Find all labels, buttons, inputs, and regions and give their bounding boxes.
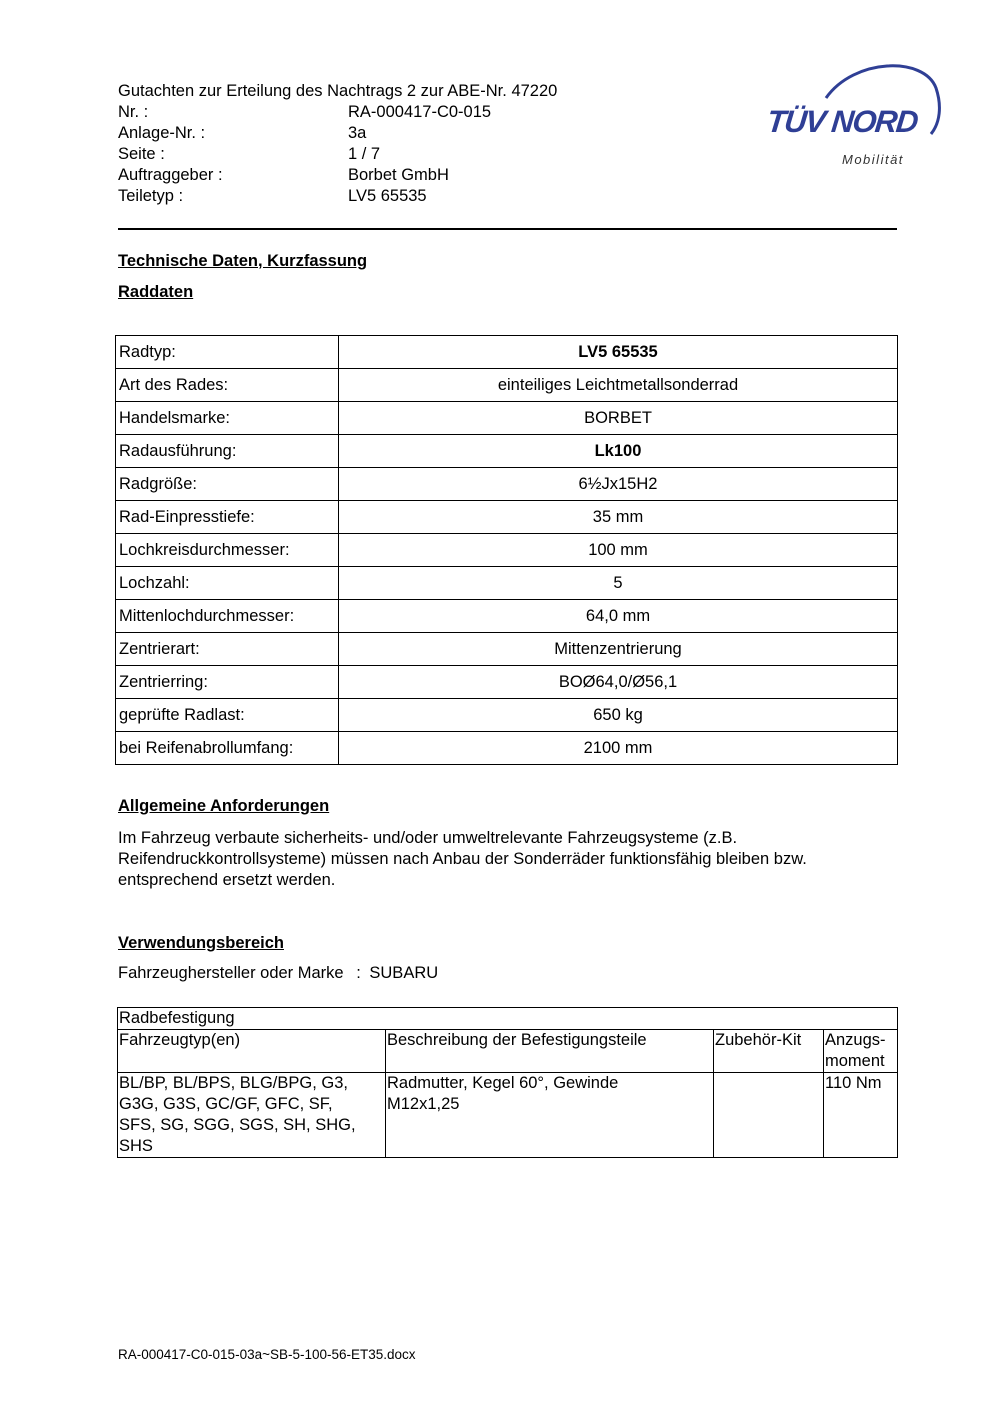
wheel-table-row xyxy=(116,369,898,402)
usage-separator: : xyxy=(356,964,361,982)
section-heading-technical: Technische Daten, Kurzfassung xyxy=(118,252,368,270)
wheel-row-label: Rad-Einpresstiefe: xyxy=(116,501,339,534)
wheel-table-row xyxy=(116,402,898,435)
cell-description: Radmutter, Kegel 60°, Gewinde M12x1,25 xyxy=(386,1073,714,1158)
wheel-row-label: Lochzahl: xyxy=(116,567,339,600)
header-field-anlage: Anlage-Nr. : 3a xyxy=(118,124,367,142)
wheel-row-value: BOØ64,0/Ø56,1 xyxy=(339,666,898,699)
requirements-line: Reifendruckkontrollsysteme) müssen nach Anbau der Sonderräder funktionsfähig bleiben bzw. xyxy=(118,850,807,868)
section-heading-requirements: Allgemeine Anforderungen xyxy=(118,797,330,815)
wheel-row-value: 650 kg xyxy=(339,699,898,732)
document-header xyxy=(118,81,557,207)
wheel-row-label: Art des Rades: xyxy=(116,369,339,402)
wheel-table-row xyxy=(116,501,898,534)
wheel-row-value: 35 mm xyxy=(339,501,898,534)
wheel-row-label: Radgröße: xyxy=(116,468,339,501)
header-vehicle-types: Fahrzeugtyp(en) xyxy=(118,1030,386,1073)
wheel-row-label: Radausführung: xyxy=(116,435,339,468)
wheel-row-value: LV5 65535 xyxy=(339,336,898,369)
wheel-table-row xyxy=(116,336,898,369)
header-field-auftraggeber: Auftraggeber : Borbet GmbH xyxy=(118,166,449,184)
wheel-table-row xyxy=(116,567,898,600)
wheel-row-value: 6½Jx15H2 xyxy=(339,468,898,501)
footer-filename: RA-000417-C0-015-03a~SB-5-100-56-ET35.docx xyxy=(118,1347,416,1362)
header-description: Beschreibung der Befestigungsteile xyxy=(386,1030,714,1073)
wheel-row-label: Lochkreisdurchmesser: xyxy=(116,534,339,567)
mounting-table xyxy=(117,1007,898,1158)
wheel-table-row xyxy=(116,534,898,567)
wheel-row-value: 5 xyxy=(339,567,898,600)
wheel-table-row xyxy=(116,666,898,699)
cell-kit xyxy=(714,1073,824,1158)
wheel-row-label: bei Reifenabrollumfang: xyxy=(116,732,339,765)
wheel-table-row xyxy=(116,600,898,633)
wheel-row-value: Mittenzentrierung xyxy=(339,633,898,666)
requirements-paragraph xyxy=(118,828,908,891)
usage-value: SUBARU xyxy=(369,964,439,982)
header-divider xyxy=(118,228,897,230)
cell-vehicle-types: BL/BP, BL/BPS, BLG/BPG, G3, G3G, G3S, GC/GF, GFC, SF, SFS, SG, SGG, SGS, SH, SHG, SHS xyxy=(118,1073,386,1158)
mounting-table-title: Radbefestigung xyxy=(118,1008,898,1030)
header-kit: Zubehör-Kit xyxy=(714,1030,824,1073)
header-field-nr: Nr. : RA-000417-C0-015 xyxy=(118,103,492,121)
wheel-row-value: einteiliges Leichtmetallsonderrad xyxy=(339,369,898,402)
wheel-row-label: Radtyp: xyxy=(116,336,339,369)
wheel-row-value: Lk100 xyxy=(339,435,898,468)
wheel-table-row xyxy=(116,732,898,765)
section-heading-wheel: Raddaten xyxy=(118,283,194,301)
wheel-row-label: Handelsmarke: xyxy=(116,402,339,435)
document-title: Gutachten zur Erteilung des Nachtrags 2 zur ABE-Nr. 47220 xyxy=(118,82,558,100)
tuv-nord-logo: TÜV NORD xyxy=(765,104,919,139)
wheel-row-value: 100 mm xyxy=(339,534,898,567)
section-heading-usage: Verwendungsbereich xyxy=(118,934,284,952)
wheel-table-row xyxy=(116,468,898,501)
logo-subtitle: Mobilität xyxy=(842,152,904,167)
wheel-row-value: BORBET xyxy=(339,402,898,435)
wheel-table-row xyxy=(116,633,898,666)
wheel-table-row xyxy=(116,435,898,468)
wheel-row-label: Zentrierart: xyxy=(116,633,339,666)
wheel-row-value: 64,0 mm xyxy=(339,600,898,633)
wheel-row-label: Zentrierring: xyxy=(116,666,339,699)
header-field-seite: Seite : 1 / 7 xyxy=(118,145,381,163)
header-field-teiletyp: Teiletyp : LV5 65535 xyxy=(118,187,427,205)
usage-label: Fahrzeughersteller oder Marke xyxy=(118,964,344,982)
cell-torque: 110 Nm xyxy=(824,1073,898,1158)
requirements-line: entsprechend ersetzt werden. xyxy=(118,871,336,889)
usage-manufacturer xyxy=(118,964,438,983)
wheel-data-table xyxy=(115,335,898,765)
wheel-row-label: Mittenlochdurchmesser: xyxy=(116,600,339,633)
header-torque: Anzugs- moment xyxy=(824,1030,898,1073)
requirements-line: Im Fahrzeug verbaute sicherheits- und/oder umweltrelevante Fahrzeugsysteme (z.B. xyxy=(118,829,738,847)
wheel-row-label: geprüfte Radlast: xyxy=(116,699,339,732)
wheel-row-value: 2100 mm xyxy=(339,732,898,765)
wheel-table-row xyxy=(116,699,898,732)
